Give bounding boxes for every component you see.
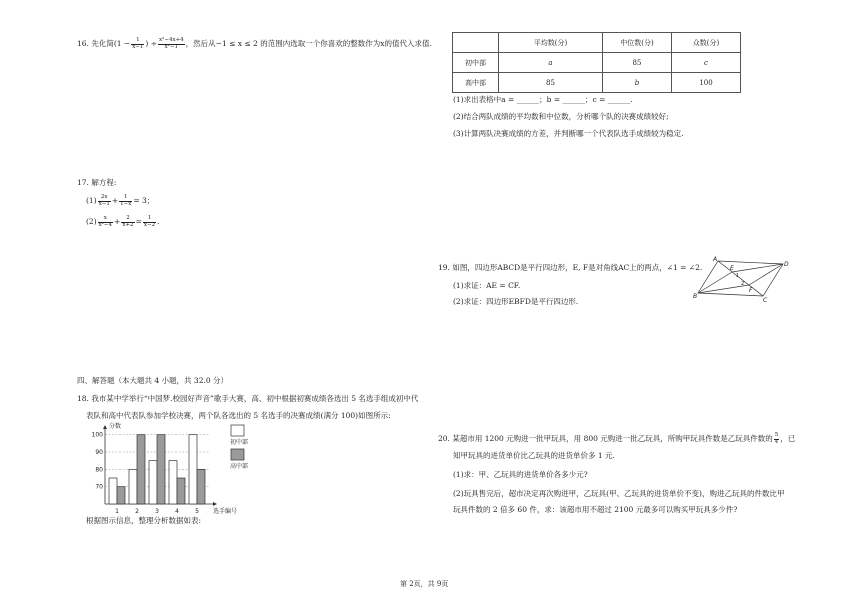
question-20-line1 (438, 433, 795, 445)
y-axis-arrow (103, 425, 107, 429)
question-18-line1 (77, 394, 418, 403)
part-label: (2) (86, 217, 97, 226)
q20-text: ，已 (780, 434, 796, 443)
y-tick-label: 70 (95, 483, 103, 491)
table-header-row (453, 33, 741, 53)
x-axis-arrow (213, 502, 217, 506)
legend-swatch (231, 425, 244, 436)
segment-fd (749, 264, 783, 285)
op: = 3； (133, 196, 155, 205)
fraction: $\frac{1}{1-x}$ (120, 194, 132, 207)
question-number: 19. (438, 263, 450, 272)
part-label: (1) (86, 196, 97, 205)
table-cell: 高中部 (453, 73, 499, 93)
x-axis-label: 选手编号 (213, 508, 238, 515)
bar-junior (109, 478, 117, 504)
fraction: $\frac{2x}{x-1}$ (98, 194, 110, 207)
x-tick-label: 4 (175, 508, 179, 515)
q19-part-1: (1)求证：AE = CF. (453, 281, 521, 290)
q16-text: ，然后从−1 ≤ x ≤ 2 的范围内选取一个你喜欢的整数作为x的值代入求值. (185, 39, 432, 48)
q16-text: 先化简 (91, 39, 114, 48)
x-tick-label: 3 (155, 508, 159, 515)
bar-chart (85, 420, 285, 520)
bar-senior (157, 435, 165, 504)
page-footer: 第 2页，共 9页 (400, 580, 449, 588)
q18-part-2: (2)结合两队成绩的平均数和中位数，分析哪个队的决赛成绩较好; (453, 112, 669, 121)
bar-senior (177, 478, 185, 504)
x-tick-label: 5 (195, 508, 199, 515)
label-e: E (730, 265, 734, 272)
q18-part-3: (3)计算两队决赛成绩的方差，并判断哪一个代表队选手成绩较为稳定. (453, 129, 684, 138)
y-tick-label: 90 (95, 449, 103, 456)
label-c: C (763, 297, 768, 304)
table-cell: c (672, 53, 741, 73)
table-header-cell: 众数(分) (672, 33, 741, 53)
q20-text: 某超市用 1200 元购进一批甲玩具，用 800 元购进一批乙玩具，所购甲玩具件数是乙玩具件数的 (452, 434, 773, 443)
table-header-cell: 平均数(分) (499, 33, 603, 53)
question-number: 17. (77, 178, 89, 187)
y-axis-label: 分数 (109, 423, 122, 430)
table-cell: 85 (603, 53, 672, 73)
bar-senior (117, 487, 125, 504)
label-angle-1: 1 (736, 273, 740, 279)
legend-label: 初中部 (230, 439, 249, 446)
q17-part-2 (86, 216, 159, 228)
fraction: $\frac{5}{4}$ (774, 432, 779, 445)
q20-part-2-line2: 玩具件数的 2 倍多 60 件，求：该超市用不超过 2100 元最多可以购买甲玩具多少件? (453, 505, 738, 514)
q18-after-chart: 根据图示信息，整理分析数据如表: (86, 516, 202, 525)
y-tick-label: 80 (95, 466, 103, 474)
label-angle-2: 2 (741, 281, 745, 287)
fraction: $\frac{1}{x-1}$ (132, 37, 144, 50)
table-row (453, 53, 741, 73)
question-20-line2: 知甲玩具的进货单价比乙玩具的进货单价多 1 元. (453, 451, 615, 460)
q20-part-1: (1)求：甲、乙玩具的进货单价各多少元? (453, 470, 588, 479)
table-header-cell (453, 33, 499, 53)
q17-part-1 (86, 195, 154, 207)
parallelogram-figure (693, 256, 793, 306)
table-header-cell: 中位数(分) (603, 33, 672, 53)
stats-table (452, 32, 741, 93)
fraction: $\frac{1}{x-2}$ (143, 215, 156, 228)
label-b: B (693, 293, 698, 300)
question-19 (438, 263, 702, 272)
label-f: F (749, 287, 753, 294)
q19-part-2: (2)求证：四边形EBFD是平行四边形. (453, 297, 579, 306)
fraction: $\frac{2}{x+2}$ (122, 215, 134, 228)
legend-swatch (231, 449, 244, 460)
q18-part-1: (1)求出表格中a = ______；b = ______；c = ______. (453, 95, 633, 104)
bar-junior (149, 461, 157, 504)
segment-be (698, 272, 732, 293)
label-a: A (713, 256, 718, 263)
bar-junior (189, 435, 197, 504)
bar-junior (169, 461, 177, 504)
op: + (114, 217, 121, 226)
q18-text: 我市某中学举行“中国梦.校园好声音”歌手大赛，高、初中根据初赛成绩各选出 5 名选手组成初中代 (91, 394, 419, 403)
question-16 (77, 38, 432, 50)
q19-text: 如图，四边形ABCD是平行四边形，E, F是对角线AC上的两点，∠1 = ∠2. (452, 263, 703, 272)
bar-senior (137, 435, 145, 504)
q16-paren: ) (145, 39, 149, 48)
bar-junior (129, 469, 137, 504)
x-tick-label: 2 (135, 508, 139, 515)
diagonal-ac (718, 261, 763, 296)
table-row (453, 73, 741, 93)
section-heading: 四、解答题（本大题共 4 小题，共 32.0 分） (77, 376, 229, 385)
table-cell: b (603, 73, 672, 93)
op: = (135, 217, 142, 226)
bar-senior (197, 469, 205, 504)
q17-title: 解方程: (91, 178, 117, 187)
fraction: $\frac{x}{\text{x²−4}}$ (98, 215, 113, 228)
table-cell: a (499, 53, 603, 73)
question-number: 16. (77, 39, 89, 48)
label-d: D (784, 261, 789, 268)
q16-div: ÷ (150, 39, 158, 48)
op: . (157, 217, 160, 226)
table-cell: 100 (672, 73, 741, 93)
op: + (111, 196, 119, 205)
q20-part-2-line1: (2)玩具售完后，超市决定再次购进甲，乙玩具(甲、乙玩具的进货单价不变)，购进乙玩具的件数比甲 (453, 489, 785, 498)
x-tick-label: 1 (115, 508, 119, 515)
y-tick-label: 100 (91, 431, 103, 439)
question-17-title (77, 178, 116, 187)
fraction: $\frac{\text{x²−4x+4}}{\text{x²−1}}$ (159, 37, 184, 50)
question-number: 20. (438, 434, 450, 443)
q16-paren: (1 − (113, 39, 131, 48)
table-cell: 85 (499, 73, 603, 93)
question-18-line2: 表队和高中代表队参加学校决赛，两个队各选出的 5 名选手的决赛成绩(满分 100)如图所示: (86, 411, 391, 420)
question-number: 18. (77, 394, 89, 403)
table-cell: 初中部 (453, 53, 499, 73)
legend-label: 高中部 (230, 463, 249, 470)
segment-ed (732, 264, 783, 272)
